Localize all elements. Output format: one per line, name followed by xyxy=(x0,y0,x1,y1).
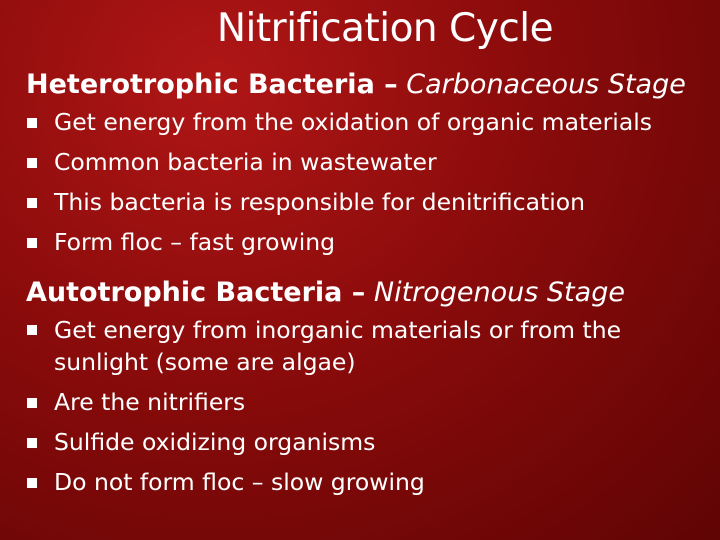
square-bullet-icon xyxy=(27,158,37,168)
section-heading-italic: Nitrogenous Stage xyxy=(373,277,625,308)
section-heading xyxy=(26,68,706,102)
list-item xyxy=(26,182,706,222)
section-heading-bold: Heterotrophic Bacteria – xyxy=(26,69,398,100)
bullet-list xyxy=(26,102,706,262)
square-bullet-icon xyxy=(27,198,37,208)
list-item xyxy=(26,102,706,142)
list-item-text: Do not form floc – slow growing xyxy=(54,468,425,496)
section-autotrophic xyxy=(26,276,706,502)
slide-title: Nitrification Cycle xyxy=(216,6,554,51)
bullet-list xyxy=(26,310,706,502)
list-item-text: This bacteria is responsible for denitrification xyxy=(54,188,586,216)
list-item-text: Get energy from inorganic materials or from the xyxy=(54,316,622,344)
square-bullet-icon xyxy=(27,398,37,408)
list-item xyxy=(26,222,706,262)
square-bullet-icon xyxy=(27,438,37,448)
section-heading-bold: Autotrophic Bacteria – xyxy=(26,277,366,308)
section-heading xyxy=(26,276,706,310)
list-item xyxy=(26,422,706,462)
list-item xyxy=(26,310,706,382)
square-bullet-icon xyxy=(27,478,37,488)
list-item-text: Common bacteria in wastewater xyxy=(54,148,437,176)
square-bullet-icon xyxy=(27,238,37,248)
section-heading-italic: Carbonaceous Stage xyxy=(406,69,686,100)
list-item-text: Are the nitrifiers xyxy=(54,388,246,416)
list-item-text-continued: sunlight (some are algae) xyxy=(54,348,356,376)
square-bullet-icon xyxy=(27,325,37,335)
list-item-text: Get energy from the oxidation of organic materials xyxy=(54,108,652,136)
list-item xyxy=(26,142,706,182)
list-item xyxy=(26,382,706,422)
list-item-text: Form floc – fast growing xyxy=(54,228,336,256)
square-bullet-icon xyxy=(27,118,37,128)
list-item xyxy=(26,462,706,502)
list-item-text: Sulfide oxidizing organisms xyxy=(54,428,376,456)
section-heterotrophic xyxy=(26,68,706,262)
